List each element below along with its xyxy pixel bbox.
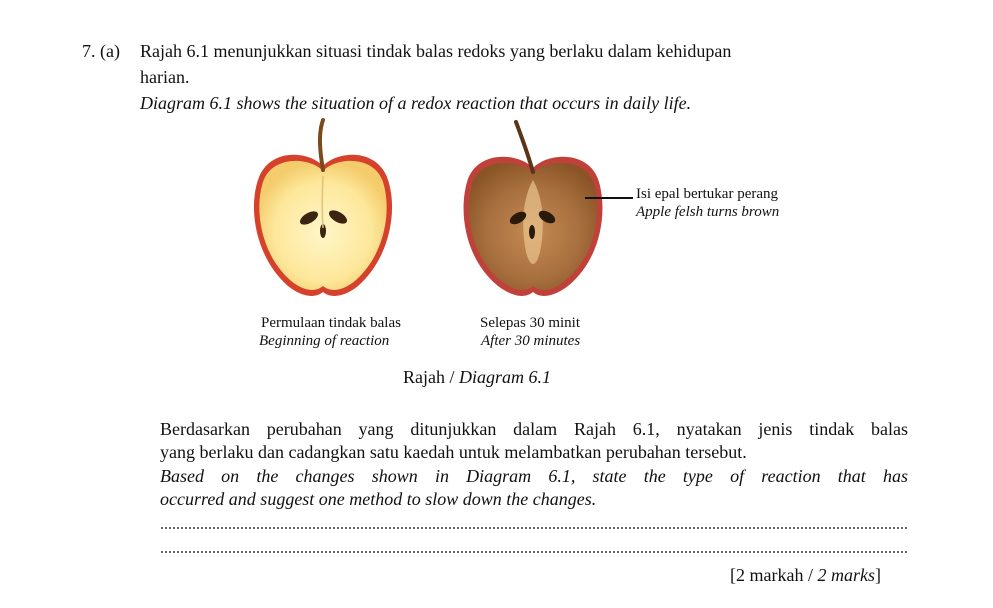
right-label-english: After 30 minutes [481, 333, 581, 349]
marks-english: 2 marks [817, 565, 875, 585]
task-english-line1: Based on the changes shown in Diagram 6.1, state the type of reaction that has [160, 466, 908, 486]
task-malay-line2: yang berlaku dan cadangkan satu kaedah untuk melambatkan perubahan tersebut. [160, 442, 747, 462]
callout-english: Apple felsh turns brown [636, 204, 780, 220]
answer-line-2[interactable] [160, 551, 908, 553]
task-malay-line1: Berdasarkan perubahan yang ditunjukkan dalam Rajah 6.1, nyatakan jenis tindak balas [160, 419, 908, 439]
diagram-caption [403, 366, 551, 388]
caption-english: Diagram 6.1 [459, 367, 552, 387]
intro-malay-line2: harian. [140, 67, 190, 87]
callout-malay: Isi epal bertukar perang [636, 186, 779, 202]
fresh-apple-image [248, 118, 398, 303]
callout-pointer-line [585, 196, 635, 200]
left-label-malay: Permulaan tindak balas [261, 315, 401, 331]
left-label-english: Beginning of reaction [259, 333, 390, 349]
right-label-malay: Selepas 30 minit [480, 315, 580, 331]
question-number [82, 40, 120, 62]
question-part: (a) [100, 41, 120, 61]
caption-malay: Rajah / [403, 367, 459, 387]
marks-close: ] [874, 565, 881, 585]
marks-malay: [2 markah / [730, 565, 818, 585]
brown-apple-image [458, 122, 608, 302]
answer-line-1[interactable] [160, 527, 908, 529]
intro-malay-line1: Rajah 6.1 menunjukkan situasi tindak balas redoks yang berlaku dalam kehidupan [140, 41, 732, 61]
task-english-line2: occurred and suggest one method to slow down the changes. [160, 489, 597, 509]
question-number-text: 7. [82, 41, 96, 61]
intro-english: Diagram 6.1 shows the situation of a redox reaction that occurs in daily life. [140, 93, 692, 113]
marks-label [730, 564, 881, 586]
